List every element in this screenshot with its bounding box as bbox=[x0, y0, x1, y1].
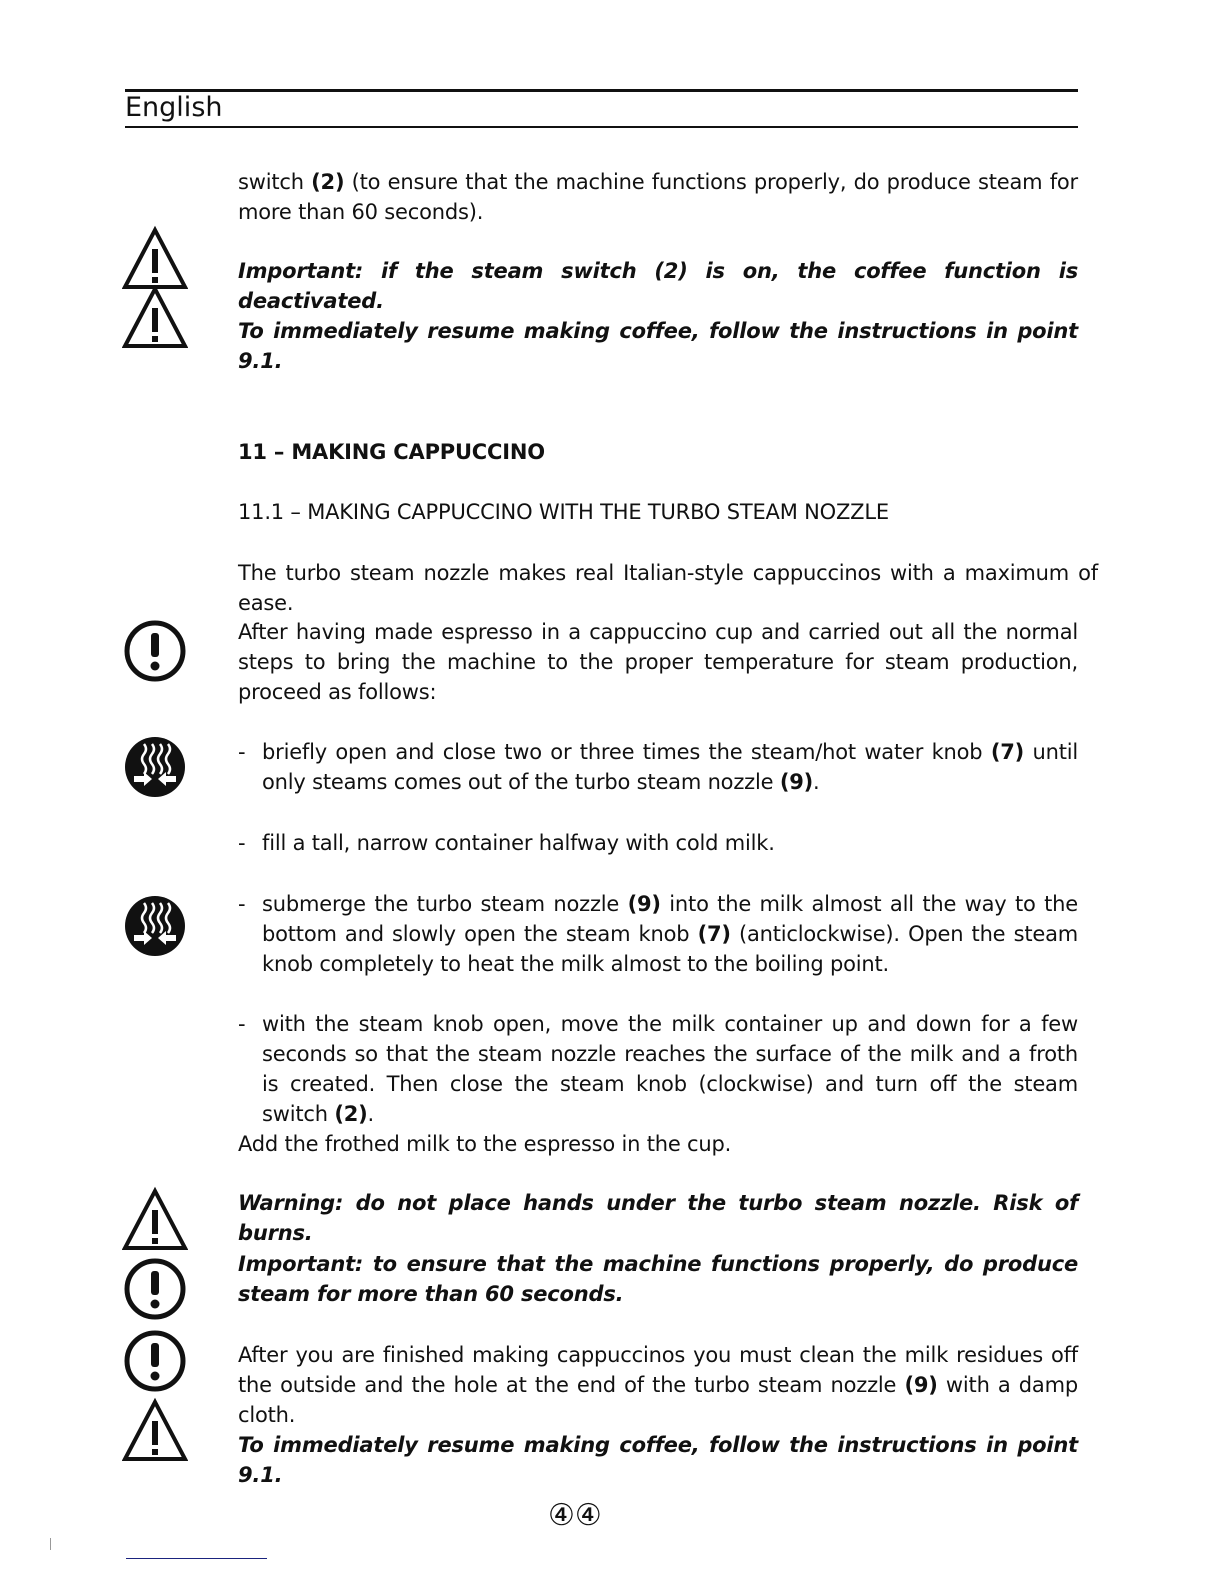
header-language: English bbox=[125, 92, 223, 123]
turbo-paragraph: The turbo steam nozzle makes real Italian-style cappuccinos with a maximum of ease. bbox=[238, 561, 1098, 615]
important-exclamation-icon bbox=[122, 1328, 188, 1394]
resume-note: To immediately resume making coffee, follow the instructions in point 9.1. bbox=[238, 319, 1078, 373]
section-title: 11 – MAKING CAPPUCCINO bbox=[238, 440, 545, 464]
header-rule-bottom bbox=[125, 126, 1078, 128]
warning-triangle-icon bbox=[122, 1397, 188, 1463]
intro-paragraph: switch (2) (to ensure that the machine functions properly, do produce steam for more than 60 seconds). bbox=[238, 170, 1078, 224]
page-number: ④④ bbox=[548, 1498, 602, 1533]
steam-icon bbox=[122, 893, 188, 959]
step-item: - with the steam knob open, move the milk container up and down for a few seconds so that the steam nozzle reaches the surface of the milk and a froth is created. Then close the steam knob (clockwise) and turn off the steam switch (2). bbox=[238, 1012, 1078, 1126]
subsection-title: 11.1 – MAKING CAPPUCCINO WITH THE TURBO STEAM NOZZLE bbox=[238, 500, 889, 524]
important-exclamation-icon bbox=[122, 618, 188, 684]
resume-note: To immediately resume making coffee, follow the instructions in point 9.1. bbox=[238, 1433, 1078, 1487]
burn-warning: Warning: do not place hands under the turbo steam nozzle. Risk of burns. bbox=[238, 1191, 1078, 1245]
after-paragraph: After having made espresso in a cappuccino cup and carried out all the normal steps to bring the machine to the proper temperature for steam production, proceed as follows: bbox=[238, 620, 1078, 704]
header-rule-top bbox=[125, 89, 1078, 92]
warning-triangle-icon bbox=[122, 1186, 188, 1252]
step-item: - submerge the turbo steam nozzle (9) into the milk almost all the way to the bottom and slowly open the steam knob (7) (anticlockwise). Open the steam knob completely to heat the milk almost to the boiling point. bbox=[238, 892, 1079, 976]
important-exclamation-icon bbox=[122, 1256, 188, 1322]
important-note: Important: if the steam switch (2) is on, the coffee function is deactivated. bbox=[238, 259, 1078, 313]
warning-triangle-icon bbox=[122, 225, 188, 291]
add-milk-paragraph: Add the frothed milk to the espresso in the cup. bbox=[238, 1132, 732, 1156]
link-underline bbox=[126, 1558, 267, 1559]
warning-triangle-icon bbox=[122, 284, 188, 350]
step-item: - fill a tall, narrow container halfway with cold milk. bbox=[238, 831, 775, 855]
step-item: - briefly open and close two or three times the steam/hot water knob (7) until only steams comes out of the turbo steam nozzle (9). bbox=[238, 740, 1078, 794]
important-60-seconds: Important: to ensure that the machine functions properly, do produce steam for more than 60 seconds. bbox=[238, 1252, 1078, 1306]
steam-icon bbox=[122, 734, 188, 800]
clean-paragraph: After you are finished making cappuccinos you must clean the milk residues off the outside and the hole at the end of the turbo steam nozzle (9) with a damp cloth. bbox=[238, 1343, 1078, 1427]
scan-mark bbox=[50, 1538, 51, 1550]
